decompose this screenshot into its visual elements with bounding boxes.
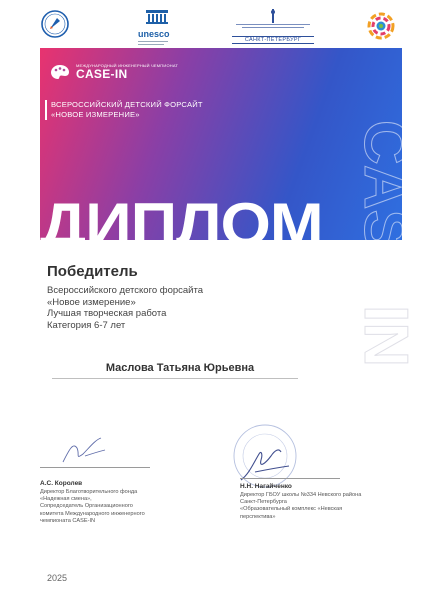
- right-signer-title-line: перспектива»: [240, 513, 276, 520]
- left-signer-title-line: чемпионата CASE-IN: [40, 517, 96, 524]
- partner-logos: [0, 0, 442, 48]
- left-signer-title-line: Сопредседатель Организационного: [40, 503, 133, 510]
- spb-university-logo: [232, 9, 314, 44]
- recipient-name: Маслова Татьяна Юрьевна: [105, 362, 255, 374]
- left-signer-title-line: «Надежная смена»,: [40, 496, 92, 503]
- left-signature-line: [40, 467, 150, 468]
- left-signer-name: А.С. Королев: [40, 480, 83, 487]
- award-description: [47, 285, 203, 331]
- award-line: Категория 6-7 лет: [47, 319, 126, 331]
- left-signer-title: [40, 489, 145, 525]
- right-signer-title-line: «Образовательный комплекс «Невская: [240, 506, 343, 513]
- case-in-logo: [50, 63, 178, 80]
- right-signature-line: [240, 478, 340, 479]
- diploma-title: ДИПЛОМ: [40, 191, 323, 258]
- award-line: Лучшая творческая работа: [47, 308, 167, 319]
- right-signer-name: Н.Н. Нагайченко: [240, 483, 292, 490]
- left-signer-title-line: комитета Международного инженерного: [40, 510, 145, 517]
- watermark-in: IN: [351, 305, 420, 367]
- right-signer-title: [240, 492, 361, 521]
- unesco-wordmark: unesco: [138, 29, 170, 39]
- event-title: [45, 100, 203, 120]
- brand-subtitle: МЕЖДУНАРОДНЫЙ ИНЖЕНЕРНЫЙ ЧЕМПИОНАТ: [76, 63, 179, 68]
- award-status: Победитель: [47, 263, 138, 280]
- event-title-line1: ВСЕРОССИЙСКИЙ ДЕТСКИЙ ФОРСАЙТ: [51, 100, 203, 109]
- rocket-emblem-logo: [40, 9, 70, 44]
- colorful-emblem-logo: [366, 11, 396, 46]
- award-line: Всероссийского детского форсайта: [47, 285, 204, 296]
- palette-icon: [50, 64, 70, 80]
- right-signer-title-line: Директор ГБОУ школы №334 Невского района: [240, 492, 362, 498]
- left-signature: [55, 430, 115, 470]
- watermark-case: CASE: [351, 120, 420, 293]
- right-signer-title-line: Санкт-Петербурга: [240, 499, 287, 506]
- event-title-line2: «НОВОЕ ИЗМЕРЕНИЕ»: [51, 110, 140, 119]
- left-signer-title-line: Директор Благотворительного фонда: [40, 489, 138, 495]
- unesco-logo: [138, 9, 178, 45]
- recipient-underline: [52, 378, 298, 379]
- unesco-fine-print: [138, 41, 178, 45]
- award-line: «Новое измерение»: [47, 296, 136, 308]
- issue-year: 2025: [47, 573, 68, 583]
- brand-name: CASE-IN: [76, 67, 128, 81]
- spb-wordmark: САНКТ-ПЕТЕРБУРГ: [232, 36, 314, 44]
